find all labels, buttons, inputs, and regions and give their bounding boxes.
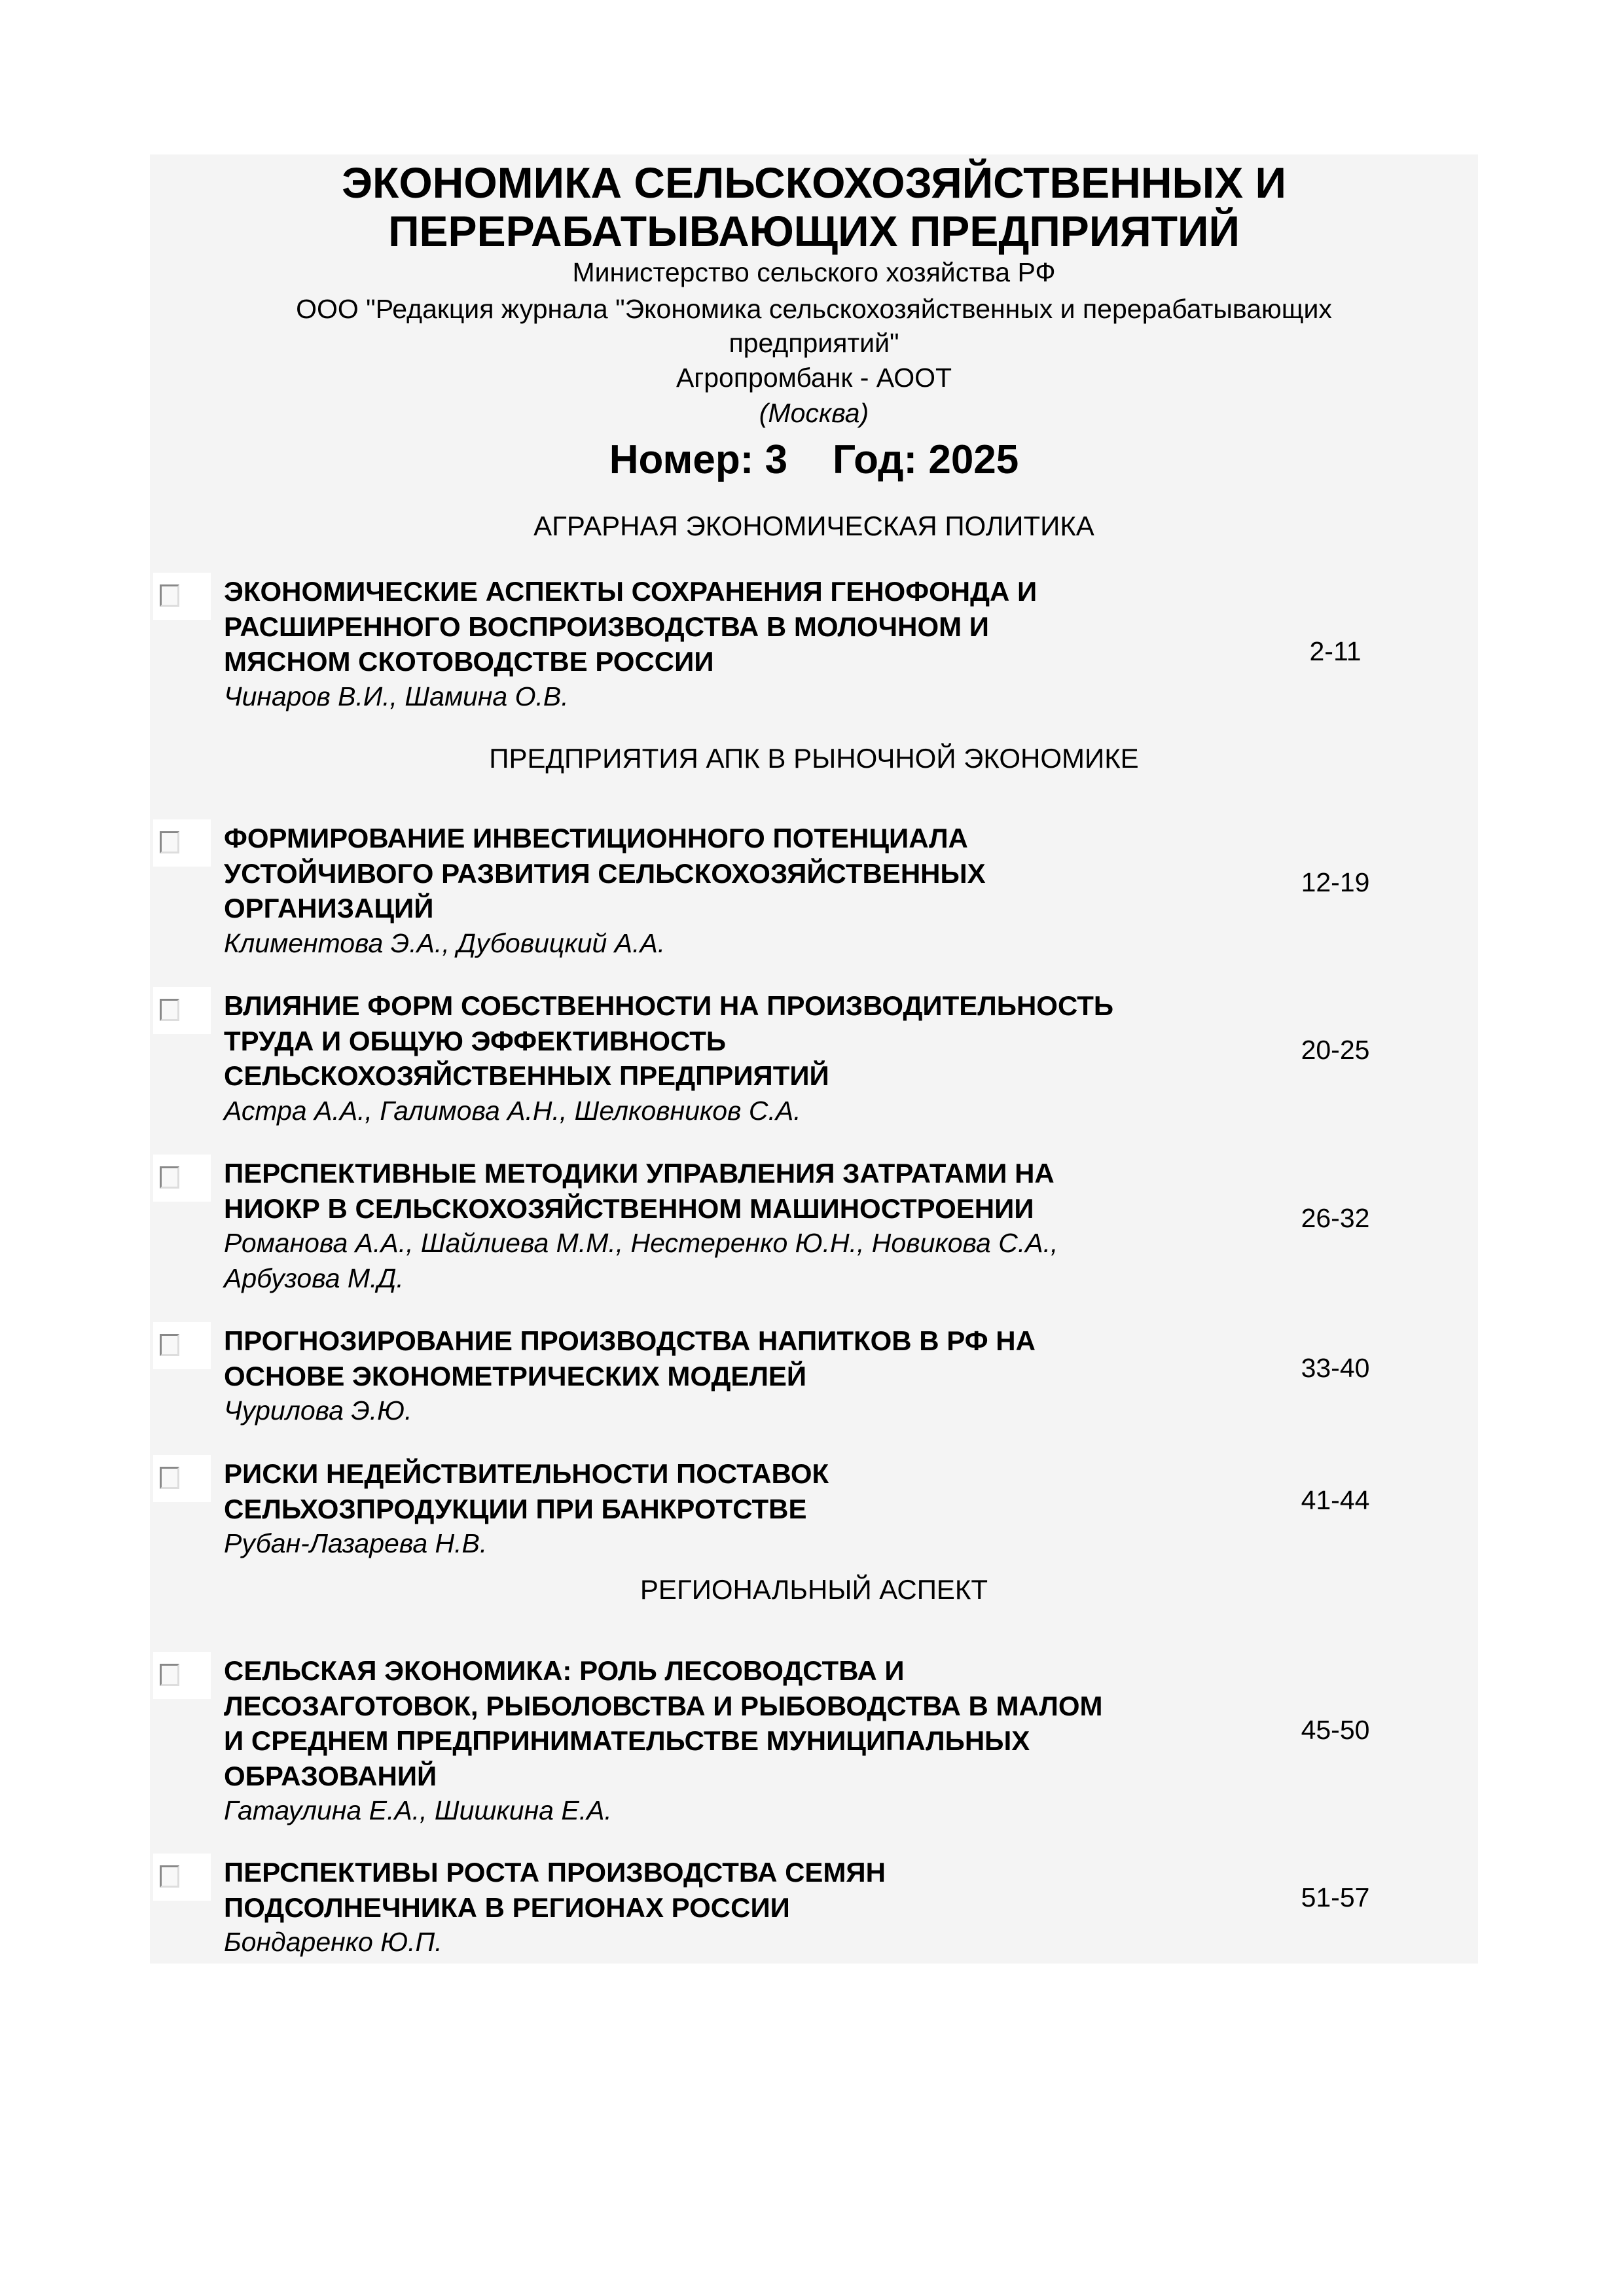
checkbox-icon[interactable] bbox=[160, 1334, 179, 1356]
article-authors: Арбузова М.Д. bbox=[224, 1263, 404, 1293]
article-entry[interactable] bbox=[224, 1156, 1271, 1296]
article-authors: Чурилова Э.Ю. bbox=[224, 1395, 412, 1426]
checkbox-icon[interactable] bbox=[160, 1664, 179, 1686]
article-pages: 41-44 bbox=[1301, 1485, 1370, 1515]
article-entry[interactable] bbox=[224, 1653, 1271, 1829]
section-heading: ПРЕДПРИЯТИЯ АПК В РЫНОЧНОЙ ЭКОНОМИКЕ bbox=[489, 743, 1139, 774]
article-title-line[interactable]: МЯСНОМ СКОТОВОДСТВЕ РОССИИ bbox=[224, 646, 714, 677]
article-title-line[interactable]: ПОДСОЛНЕЧНИКА В РЕГИОНАХ РОССИИ bbox=[224, 1892, 790, 1923]
article-title-line[interactable]: ПЕРСПЕКТИВНЫЕ МЕТОДИКИ УПРАВЛЕНИЯ ЗАТРАТАМИ НА bbox=[224, 1158, 1055, 1189]
article-authors: Рубан-Лазарева Н.В. bbox=[224, 1528, 488, 1558]
article-title-line[interactable]: ВЛИЯНИЕ ФОРМ СОБСТВЕННОСТИ НА ПРОИЗВОДИТЕЛЬНОСТЬ bbox=[224, 990, 1114, 1021]
article-title-line[interactable]: ЭКОНОМИЧЕСКИЕ АСПЕКТЫ СОХРАНЕНИЯ ГЕНОФОНДА И bbox=[224, 576, 1038, 607]
article-entry[interactable] bbox=[224, 574, 1271, 714]
section-heading: РЕГИОНАЛЬНЫЙ АСПЕКТ bbox=[640, 1574, 988, 1605]
article-title-line[interactable]: СЕЛЬСКАЯ ЭКОНОМИКА: РОЛЬ ЛЕСОВОДСТВА И bbox=[224, 1655, 905, 1686]
article-select[interactable] bbox=[153, 1455, 211, 1502]
checkbox-icon[interactable] bbox=[160, 1166, 179, 1189]
issue-number-year: Номер: 3 Год: 2025 bbox=[609, 437, 1019, 482]
article-pages: 33-40 bbox=[1301, 1353, 1370, 1383]
article-select[interactable] bbox=[153, 987, 211, 1034]
article-authors: Бондаренко Ю.П. bbox=[224, 1927, 442, 1957]
article-title-line[interactable]: ТРУДА И ОБЩУЮ ЭФФЕКТИВНОСТЬ bbox=[224, 1025, 727, 1056]
article-title-line[interactable]: И СРЕДНЕМ ПРЕДПРИНИМАТЕЛЬСТВЕ МУНИЦИПАЛЬНЫХ bbox=[224, 1725, 1030, 1756]
article-entry[interactable] bbox=[224, 1323, 1271, 1429]
article-title-line[interactable]: ОБРАЗОВАНИЙ bbox=[224, 1760, 437, 1791]
article-title-line[interactable]: РАСШИРЕННОГО ВОСПРОИЗВОДСТВА В МОЛОЧНОМ И bbox=[224, 611, 989, 642]
article-select[interactable] bbox=[153, 1322, 211, 1369]
article-authors: Чинаров В.И., Шамина О.В. bbox=[224, 681, 569, 711]
article-authors: Астра А.А., Галимова А.Н., Шелковников С.А. bbox=[224, 1095, 801, 1126]
article-select[interactable] bbox=[153, 1652, 211, 1699]
checkbox-icon[interactable] bbox=[160, 1467, 179, 1489]
article-entry[interactable] bbox=[224, 821, 1271, 961]
article-authors: Романова А.А., Шайлиева М.М., Нестеренко Ю.Н., Новикова С.А., bbox=[224, 1228, 1058, 1258]
article-select[interactable] bbox=[153, 819, 211, 867]
checkbox-icon[interactable] bbox=[160, 584, 179, 607]
journal-title-line2: ПЕРЕРАБАТЫВАЮЩИХ ПРЕДПРИЯТИЙ bbox=[388, 207, 1240, 255]
publisher-city: (Москва) bbox=[759, 398, 869, 428]
checkbox-icon[interactable] bbox=[160, 1865, 179, 1888]
article-title-line[interactable]: НИОКР В СЕЛЬСКОХОЗЯЙСТВЕННОМ МАШИНОСТРОЕНИИ bbox=[224, 1193, 1034, 1224]
article-title-line[interactable]: ФОРМИРОВАНИЕ ИНВЕСТИЦИОННОГО ПОТЕНЦИАЛА bbox=[224, 823, 968, 853]
publisher-ministry: Министерство сельского хозяйства РФ bbox=[572, 257, 1056, 287]
article-title-line[interactable]: ЛЕСОЗАГОТОВОК, РЫБОЛОВСТВА И РЫБОВОДСТВА В МАЛОМ bbox=[224, 1690, 1103, 1721]
article-title-line[interactable]: СЕЛЬХОЗПРОДУКЦИИ ПРИ БАНКРОТСТВЕ bbox=[224, 1493, 807, 1524]
article-entry[interactable] bbox=[224, 1855, 1271, 1960]
publisher-bank: Агропромбанк - АООТ bbox=[676, 363, 952, 393]
article-title-line[interactable]: ОРГАНИЗАЦИЙ bbox=[224, 893, 434, 924]
article-title-line[interactable]: УСТОЙЧИВОГО РАЗВИТИЯ СЕЛЬСКОХОЗЯЙСТВЕННЫХ bbox=[224, 857, 986, 889]
article-title-line[interactable]: ПЕРСПЕКТИВЫ РОСТА ПРОИЗВОДСТВА СЕМЯН bbox=[224, 1857, 886, 1888]
article-title-line[interactable]: СЕЛЬСКОХОЗЯЙСТВЕННЫХ ПРЕДПРИЯТИЙ bbox=[224, 1060, 829, 1091]
article-authors: Гатаулина Е.А., Шишкина Е.А. bbox=[224, 1795, 612, 1825]
article-select[interactable] bbox=[153, 573, 211, 620]
article-entry[interactable] bbox=[224, 988, 1271, 1128]
article-title-line[interactable]: ОСНОВЕ ЭКОНОМЕТРИЧЕСКИХ МОДЕЛЕЙ bbox=[224, 1360, 807, 1391]
article-pages: 45-50 bbox=[1301, 1715, 1370, 1745]
checkbox-icon[interactable] bbox=[160, 831, 179, 853]
article-authors: Климентова Э.А., Дубовицкий А.А. bbox=[224, 927, 666, 958]
article-title-line[interactable]: РИСКИ НЕДЕЙСТВИТЕЛЬНОСТИ ПОСТАВОК bbox=[224, 1458, 829, 1489]
article-select[interactable] bbox=[153, 1155, 211, 1202]
publisher-editorial-line2: предприятий" bbox=[729, 328, 899, 358]
article-pages: 26-32 bbox=[1301, 1203, 1370, 1233]
checkbox-icon[interactable] bbox=[160, 999, 179, 1021]
article-pages: 2-11 bbox=[1309, 636, 1362, 666]
article-entry[interactable] bbox=[224, 1456, 1271, 1562]
journal-title-line1: ЭКОНОМИКА СЕЛЬСКОХОЗЯЙСТВЕННЫХ И bbox=[342, 158, 1286, 207]
article-select[interactable] bbox=[153, 1854, 211, 1901]
article-title-line[interactable]: ПРОГНОЗИРОВАНИЕ ПРОИЗВОДСТВА НАПИТКОВ В РФ НА bbox=[224, 1325, 1036, 1356]
section-heading: АГРАРНАЯ ЭКОНОМИЧЕСКАЯ ПОЛИТИКА bbox=[533, 511, 1094, 541]
article-pages: 12-19 bbox=[1301, 867, 1370, 897]
article-pages: 20-25 bbox=[1301, 1035, 1370, 1065]
publisher-editorial-line1: ООО "Редакция журнала "Экономика сельскохозяйственных и перерабатывающих bbox=[296, 294, 1332, 324]
article-pages: 51-57 bbox=[1301, 1882, 1370, 1912]
